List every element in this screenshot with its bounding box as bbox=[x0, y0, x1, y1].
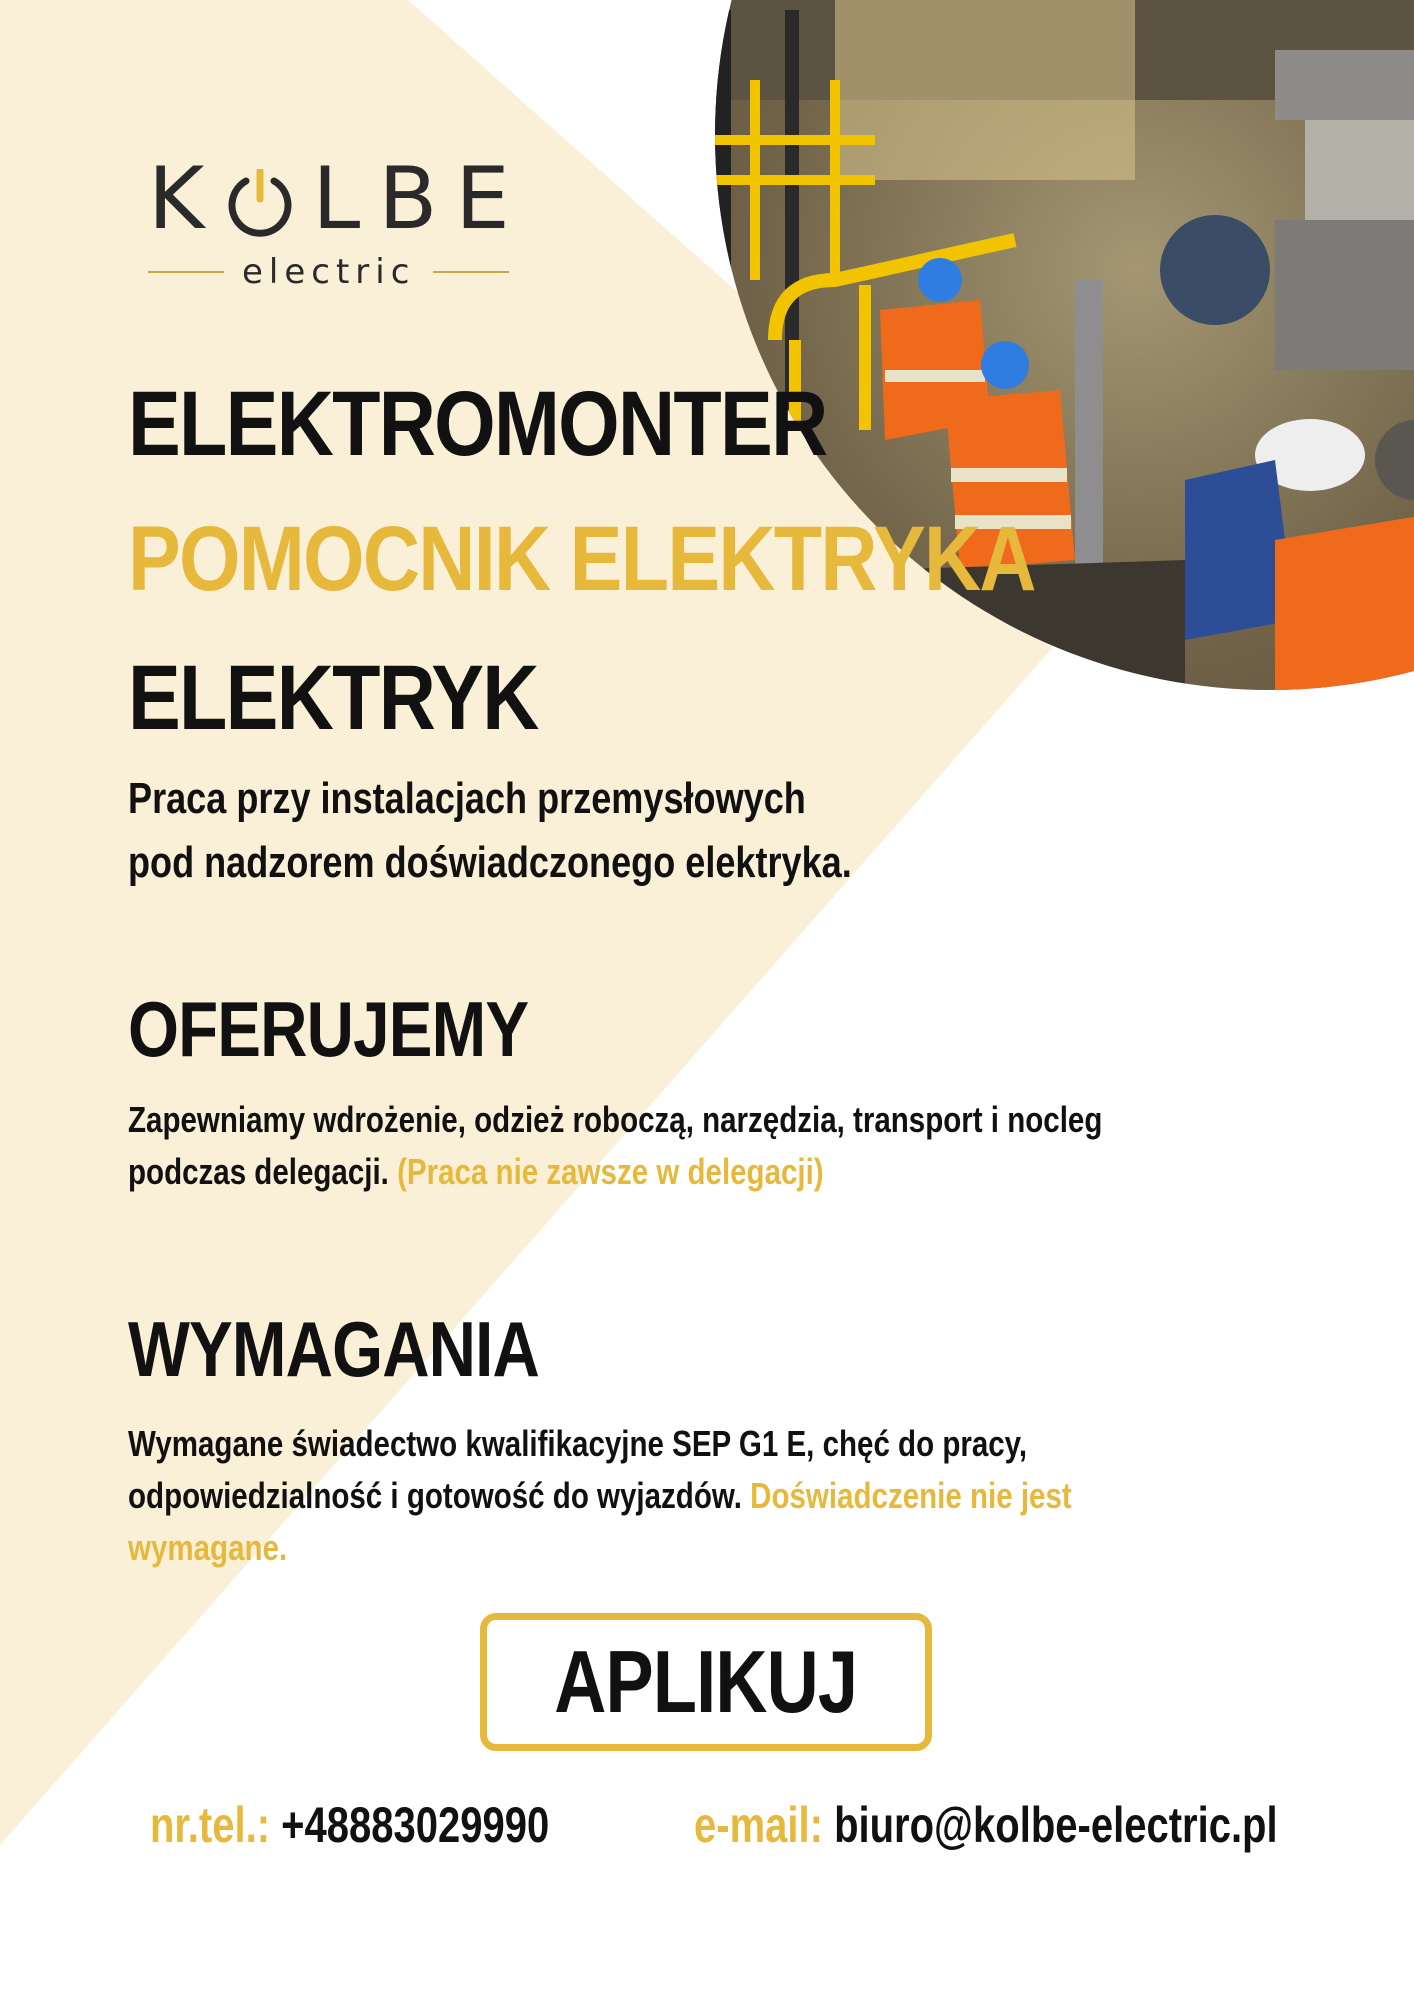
offer-line-2-main: podczas delegacji. bbox=[128, 1151, 389, 1192]
job-description-line-2: pod nadzorem doświadczonego elektryka. bbox=[128, 838, 852, 887]
headline-elektryk: ELEKTRYK bbox=[128, 647, 538, 749]
headline-elektromonter: ELEKTROMONTER bbox=[128, 373, 827, 475]
requirements-line-2-main: odpowiedzialność i gotowość do wyjazdów. bbox=[128, 1475, 742, 1516]
phone-contact bbox=[150, 1797, 550, 1853]
offer-line-1: Zapewniamy wdrożenie, odzież roboczą, narzędzia, transport i nocleg bbox=[128, 1099, 1103, 1140]
requirements-note-part-1: Doświadczenie nie jest bbox=[750, 1475, 1072, 1516]
job-description bbox=[128, 767, 852, 895]
logo-letters-right: LBE bbox=[312, 149, 528, 249]
requirements-text bbox=[128, 1418, 1072, 1574]
email-label: e-mail: bbox=[694, 1797, 823, 1853]
kolbe-logo bbox=[148, 149, 588, 292]
divider-left bbox=[148, 271, 224, 273]
offer-heading: OFERUJEMY bbox=[128, 985, 529, 1073]
logo-letters-left: K bbox=[148, 149, 223, 249]
requirements-note-part-2: wymagane. bbox=[128, 1527, 288, 1568]
apply-button-label: APLIKUJ bbox=[554, 1632, 858, 1731]
email-address[interactable]: biuro@kolbe-electric.pl bbox=[834, 1797, 1278, 1853]
logo-wordmark bbox=[148, 149, 588, 249]
power-icon bbox=[226, 165, 294, 233]
apply-button[interactable] bbox=[480, 1613, 932, 1751]
logo-tagline-row bbox=[148, 252, 588, 292]
requirements-line-1: Wymagane świadectwo kwalifikacyjne SEP G1 E, chęć do pracy, bbox=[128, 1423, 1028, 1464]
offer-line-2 bbox=[128, 1146, 1102, 1198]
phone-number[interactable]: +48883029990 bbox=[281, 1797, 550, 1853]
phone-label: nr.tel.: bbox=[150, 1797, 271, 1853]
offer-text bbox=[128, 1094, 1102, 1198]
offer-note: (Praca nie zawsze w delegacji) bbox=[397, 1151, 824, 1192]
email-contact bbox=[694, 1797, 1278, 1853]
requirements-line-2 bbox=[128, 1470, 1072, 1522]
logo-tagline: electric bbox=[242, 252, 416, 292]
headline-pomocnik-elektryka: POMOCNIK ELEKTRYKA bbox=[128, 508, 1035, 610]
requirements-heading: WYMAGANIA bbox=[128, 1305, 539, 1393]
job-description-line-1: Praca przy instalacjach przemysłowych bbox=[128, 774, 806, 823]
divider-right bbox=[433, 271, 509, 273]
